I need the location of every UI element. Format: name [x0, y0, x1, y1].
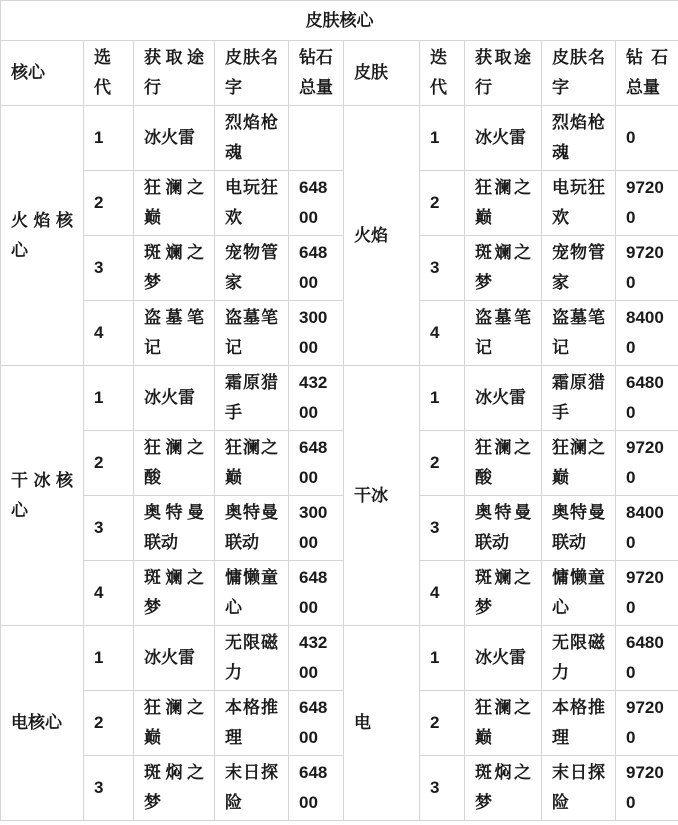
skin-cell: 火焰 — [344, 106, 420, 366]
table-row — [1, 106, 678, 171]
diamond-total-cell-left: 64800 — [289, 431, 344, 496]
header-diamond-left: 钻石总量 — [289, 41, 344, 106]
iteration-cell-left: 2 — [84, 691, 134, 756]
core-cell: 干冰核心 — [1, 366, 84, 626]
diamond-total-cell-right: 84000 — [616, 301, 678, 366]
table-row — [1, 431, 678, 496]
iteration-cell-left: 1 — [84, 626, 134, 691]
table-row — [1, 756, 678, 821]
table-row — [1, 496, 678, 561]
skin-name-cell-left: 末日探险 — [215, 756, 289, 821]
source-cell-left: 狂澜之酸 — [134, 431, 215, 496]
skin-name-cell-left: 狂澜之巅 — [215, 431, 289, 496]
header-row — [1, 41, 678, 106]
source-cell-left: 冰火雷 — [134, 366, 215, 431]
diamond-total-cell-right: 84000 — [616, 496, 678, 561]
iteration-cell-left: 2 — [84, 171, 134, 236]
iteration-cell-left: 3 — [84, 236, 134, 301]
skin-name-cell-right: 盗墓笔记 — [542, 301, 616, 366]
diamond-total-cell-right: 97200 — [616, 171, 678, 236]
source-cell-right: 狂澜之酸 — [465, 431, 542, 496]
skin-name-cell-left: 霜原猎手 — [215, 366, 289, 431]
skin-name-cell-right: 狂澜之巅 — [542, 431, 616, 496]
source-cell-right: 斑焖之梦 — [465, 756, 542, 821]
skin-name-cell-right: 宠物管家 — [542, 236, 616, 301]
diamond-total-cell-left — [289, 106, 344, 171]
skin-name-cell-left: 宠物管家 — [215, 236, 289, 301]
table-row — [1, 236, 678, 301]
title-row — [1, 1, 678, 41]
iteration-cell-left: 4 — [84, 561, 134, 626]
skin-name-cell-right: 无限磁力 — [542, 626, 616, 691]
table-row — [1, 171, 678, 236]
diamond-total-cell-left: 43200 — [289, 366, 344, 431]
source-cell-right: 斑斓之梦 — [465, 236, 542, 301]
table-row — [1, 626, 678, 691]
skin-name-cell-left: 盗墓笔记 — [215, 301, 289, 366]
header-diamond-right: 钻石总量 — [616, 41, 678, 106]
iteration-cell-left: 4 — [84, 301, 134, 366]
diamond-total-cell-left: 64800 — [289, 691, 344, 756]
diamond-total-cell-right: 97200 — [616, 756, 678, 821]
iteration-cell-right: 4 — [420, 561, 465, 626]
table-row — [1, 691, 678, 756]
diamond-total-cell-left: 30000 — [289, 301, 344, 366]
diamond-total-cell-right: 0 — [616, 106, 678, 171]
skin-name-cell-right: 烈焰枪魂 — [542, 106, 616, 171]
diamond-total-cell-right: 64800 — [616, 626, 678, 691]
iteration-cell-right: 3 — [420, 236, 465, 301]
header-core: 核心 — [1, 41, 84, 106]
iteration-cell-left: 2 — [84, 431, 134, 496]
skin-name-cell-left: 本格推理 — [215, 691, 289, 756]
source-cell-left: 斑斓之梦 — [134, 561, 215, 626]
table-row — [1, 301, 678, 366]
source-cell-right: 冰火雷 — [465, 106, 542, 171]
diamond-total-cell-right: 64800 — [616, 366, 678, 431]
source-cell-right: 盗墓笔记 — [465, 301, 542, 366]
header-iteration-left: 选代 — [84, 41, 134, 106]
iteration-cell-right: 1 — [420, 366, 465, 431]
skin-name-cell-right: 霜原猎手 — [542, 366, 616, 431]
source-cell-left: 冰火雷 — [134, 626, 215, 691]
source-cell-right: 斑斓之梦 — [465, 561, 542, 626]
iteration-cell-right: 1 — [420, 106, 465, 171]
source-cell-right: 冰火雷 — [465, 366, 542, 431]
diamond-total-cell-left: 64800 — [289, 756, 344, 821]
source-cell-left: 冰火雷 — [134, 106, 215, 171]
skin-cell: 电 — [344, 626, 420, 821]
source-cell-left: 斑焖之梦 — [134, 756, 215, 821]
source-cell-right: 狂澜之巅 — [465, 171, 542, 236]
skin-cell: 干冰 — [344, 366, 420, 626]
source-cell-left: 斑斓之梦 — [134, 236, 215, 301]
header-skin: 皮肤 — [344, 41, 420, 106]
iteration-cell-right: 3 — [420, 496, 465, 561]
iteration-cell-left: 3 — [84, 756, 134, 821]
source-cell-left: 盗墓笔记 — [134, 301, 215, 366]
diamond-total-cell-left: 64800 — [289, 171, 344, 236]
skin-name-cell-left: 无限磁力 — [215, 626, 289, 691]
source-cell-right: 狂澜之巅 — [465, 691, 542, 756]
diamond-total-cell-right: 97200 — [616, 236, 678, 301]
iteration-cell-left: 3 — [84, 496, 134, 561]
header-iteration-right: 迭代 — [420, 41, 465, 106]
iteration-cell-left: 1 — [84, 366, 134, 431]
header-source-left: 获取途行 — [134, 41, 215, 106]
table-row — [1, 561, 678, 626]
core-cell: 电核心 — [1, 626, 84, 821]
skin-name-cell-left: 烈焰枪魂 — [215, 106, 289, 171]
header-source-right: 获取途行 — [465, 41, 542, 106]
skin-name-cell-right: 末日探险 — [542, 756, 616, 821]
iteration-cell-right: 4 — [420, 301, 465, 366]
skin-name-cell-left: 慵懒童心 — [215, 561, 289, 626]
diamond-total-cell-left: 43200 — [289, 626, 344, 691]
table-title: 皮肤核心 — [1, 1, 678, 41]
source-cell-left: 狂澜之巅 — [134, 171, 215, 236]
header-skin-name-left: 皮肤名字 — [215, 41, 289, 106]
skin-name-cell-left: 奥特曼联动 — [215, 496, 289, 561]
source-cell-right: 冰火雷 — [465, 626, 542, 691]
skin-name-cell-right: 慵懒童心 — [542, 561, 616, 626]
iteration-cell-right: 3 — [420, 756, 465, 821]
diamond-total-cell-left: 64800 — [289, 561, 344, 626]
diamond-total-cell-right: 97200 — [616, 691, 678, 756]
skin-name-cell-left: 电玩狂欢 — [215, 171, 289, 236]
source-cell-right: 奥特曼联动 — [465, 496, 542, 561]
header-skin-name-right: 皮肤名字 — [542, 41, 616, 106]
iteration-cell-right: 2 — [420, 431, 465, 496]
diamond-total-cell-left: 30000 — [289, 496, 344, 561]
diamond-total-cell-left: 64800 — [289, 236, 344, 301]
diamond-total-cell-right: 97200 — [616, 431, 678, 496]
iteration-cell-right: 1 — [420, 626, 465, 691]
iteration-cell-right: 2 — [420, 171, 465, 236]
core-cell: 火焰核心 — [1, 106, 84, 366]
skin-name-cell-right: 奥特曼联动 — [542, 496, 616, 561]
source-cell-left: 狂澜之巅 — [134, 691, 215, 756]
iteration-cell-left: 1 — [84, 106, 134, 171]
diamond-total-cell-right: 97200 — [616, 561, 678, 626]
skin-name-cell-right: 电玩狂欢 — [542, 171, 616, 236]
table-row — [1, 366, 678, 431]
iteration-cell-right: 2 — [420, 691, 465, 756]
skin-name-cell-right: 本格推理 — [542, 691, 616, 756]
source-cell-left: 奥特曼联动 — [134, 496, 215, 561]
